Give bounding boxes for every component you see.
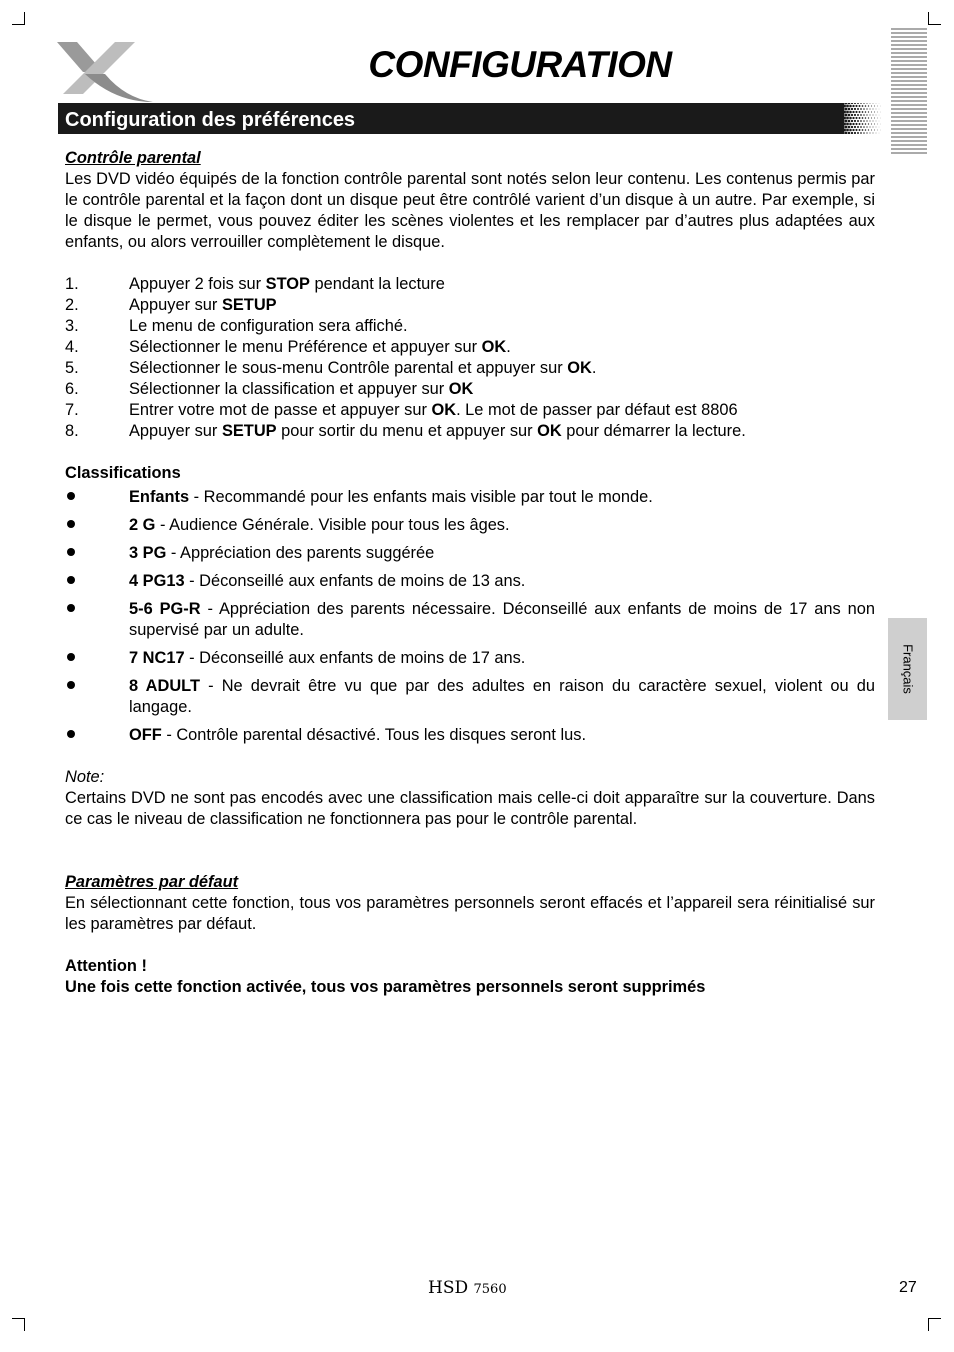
defaults-heading: Paramètres par défaut (65, 873, 239, 891)
crop-mark-top-right (928, 12, 941, 25)
note-label: Note: (65, 768, 105, 786)
step-number: 7. (65, 401, 79, 419)
step-item (65, 274, 875, 295)
classification-item (65, 676, 875, 718)
classifications-heading: Classifications (65, 464, 181, 482)
bullet-icon (65, 648, 129, 669)
bullet-icon (65, 725, 129, 746)
attention-warning: Une fois cette fonction activée, tous vos paramètres personnels seront supprimés (65, 978, 706, 996)
language-tab (888, 618, 927, 720)
classification-text: 2 G - Audience Générale. Visible pour tous les âges. (129, 516, 510, 534)
classification-item (65, 571, 875, 592)
step-text: Le menu de configuration sera affiché. (129, 317, 408, 335)
parental-heading: Contrôle parental (65, 149, 201, 167)
crop-mark-bottom-right (928, 1318, 941, 1331)
step-item (65, 337, 875, 358)
classification-item (65, 515, 875, 536)
classification-text: 5-6 PG-R - Appréciation des parents nécessaire. Déconseillé aux enfants de moins de 17 ans non supervisé par un adulte. (129, 600, 875, 639)
classification-item (65, 487, 875, 508)
step-item (65, 295, 875, 316)
bullet-icon (65, 515, 129, 536)
note-text: Certains DVD ne sont pas encodés avec une classification mais celle-ci doit apparaître sur la couverture. Dans ce cas le niveau de classification ne fonctionnera pas pour le contrôle parental. (65, 789, 875, 828)
crop-mark-bottom-left (12, 1318, 25, 1331)
step-number: 5. (65, 359, 79, 377)
language-label: Français (900, 644, 915, 694)
bullet-icon (65, 571, 129, 592)
step-text: Entrer votre mot de passe et appuyer sur OK. Le mot de passer par défaut est 8806 (129, 401, 738, 419)
step-text: Sélectionner le menu Préférence et appuyer sur OK. (129, 338, 511, 356)
step-item (65, 379, 875, 400)
model-number: 7560 (473, 1282, 507, 1297)
classification-text: 3 PG - Appréciation des parents suggérée (129, 544, 435, 562)
step-item (65, 358, 875, 379)
halftone-pattern (840, 103, 884, 134)
step-number: 6. (65, 380, 79, 398)
crop-mark-top-left (12, 12, 25, 25)
bullet-icon (65, 487, 129, 508)
step-text: Appuyer 2 fois sur STOP pendant la lecture (129, 275, 445, 293)
page-number: 27 (899, 1279, 917, 1296)
classification-text: 8 ADULT - Ne devrait être vu que par des adultes en raison du caractère sexuel, violent ou du langage. (129, 677, 875, 716)
classification-item (65, 599, 875, 641)
section-title: Configuration des préférences (65, 109, 356, 131)
step-text: Sélectionner le sous-menu Contrôle parental et appuyer sur OK. (129, 359, 597, 377)
classification-item (65, 648, 875, 669)
page-title: CONFIGURATION (368, 44, 672, 85)
step-item (65, 400, 875, 421)
bullet-icon (65, 599, 129, 641)
step-text: Appuyer sur SETUP pour sortir du menu et appuyer sur OK pour démarrer la lecture. (129, 422, 746, 440)
section-header-bar (58, 103, 884, 134)
model-name (428, 1278, 507, 1298)
step-item (65, 421, 875, 442)
steps-list (65, 274, 875, 442)
step-item (65, 316, 875, 337)
defaults-text: En sélectionnant cette fonction, tous vos paramètres personnels seront effacés et l’appareil sera réinitialisé sur les paramètres par défaut. (65, 894, 875, 933)
classification-text: Enfants - Recommandé pour les enfants mais visible par tout le monde. (129, 488, 653, 506)
step-number: 8. (65, 422, 79, 440)
attention-label: Attention ! (65, 957, 147, 975)
model-prefix: HSD (428, 1278, 469, 1298)
step-number: 2. (65, 296, 79, 314)
step-text: Appuyer sur SETUP (129, 296, 277, 314)
classifications-list (65, 487, 875, 746)
classification-text: 4 PG13 - Déconseillé aux enfants de moins de 13 ans. (129, 572, 526, 590)
classification-text: 7 NC17 - Déconseillé aux enfants de moins de 17 ans. (129, 649, 526, 667)
classification-text: OFF - Contrôle parental désactivé. Tous les disques seront lus. (129, 726, 587, 744)
classification-item (65, 543, 875, 564)
step-number: 1. (65, 275, 79, 293)
main-content (65, 148, 875, 998)
parental-intro: Les DVD vidéo équipés de la fonction contrôle parental sont notés selon leur contenu. Les contenus permis par le contrôle parental et la façon dont un disque peut être contrôlé varient d’un disque à un autre. Par exemple, si le disque le permet, vous pouvez éditer les scènes violentes et les remplacer par d’autres plus adaptées aux enfants, ou alors verrouiller complètement le disque. (65, 170, 875, 251)
classification-item (65, 725, 875, 746)
decorative-stripes (891, 28, 927, 154)
bullet-icon (65, 543, 129, 564)
step-text: Sélectionner la classification et appuyer sur OK (129, 380, 474, 398)
step-number: 3. (65, 317, 79, 335)
step-number: 4. (65, 338, 79, 356)
bullet-icon (65, 676, 129, 718)
